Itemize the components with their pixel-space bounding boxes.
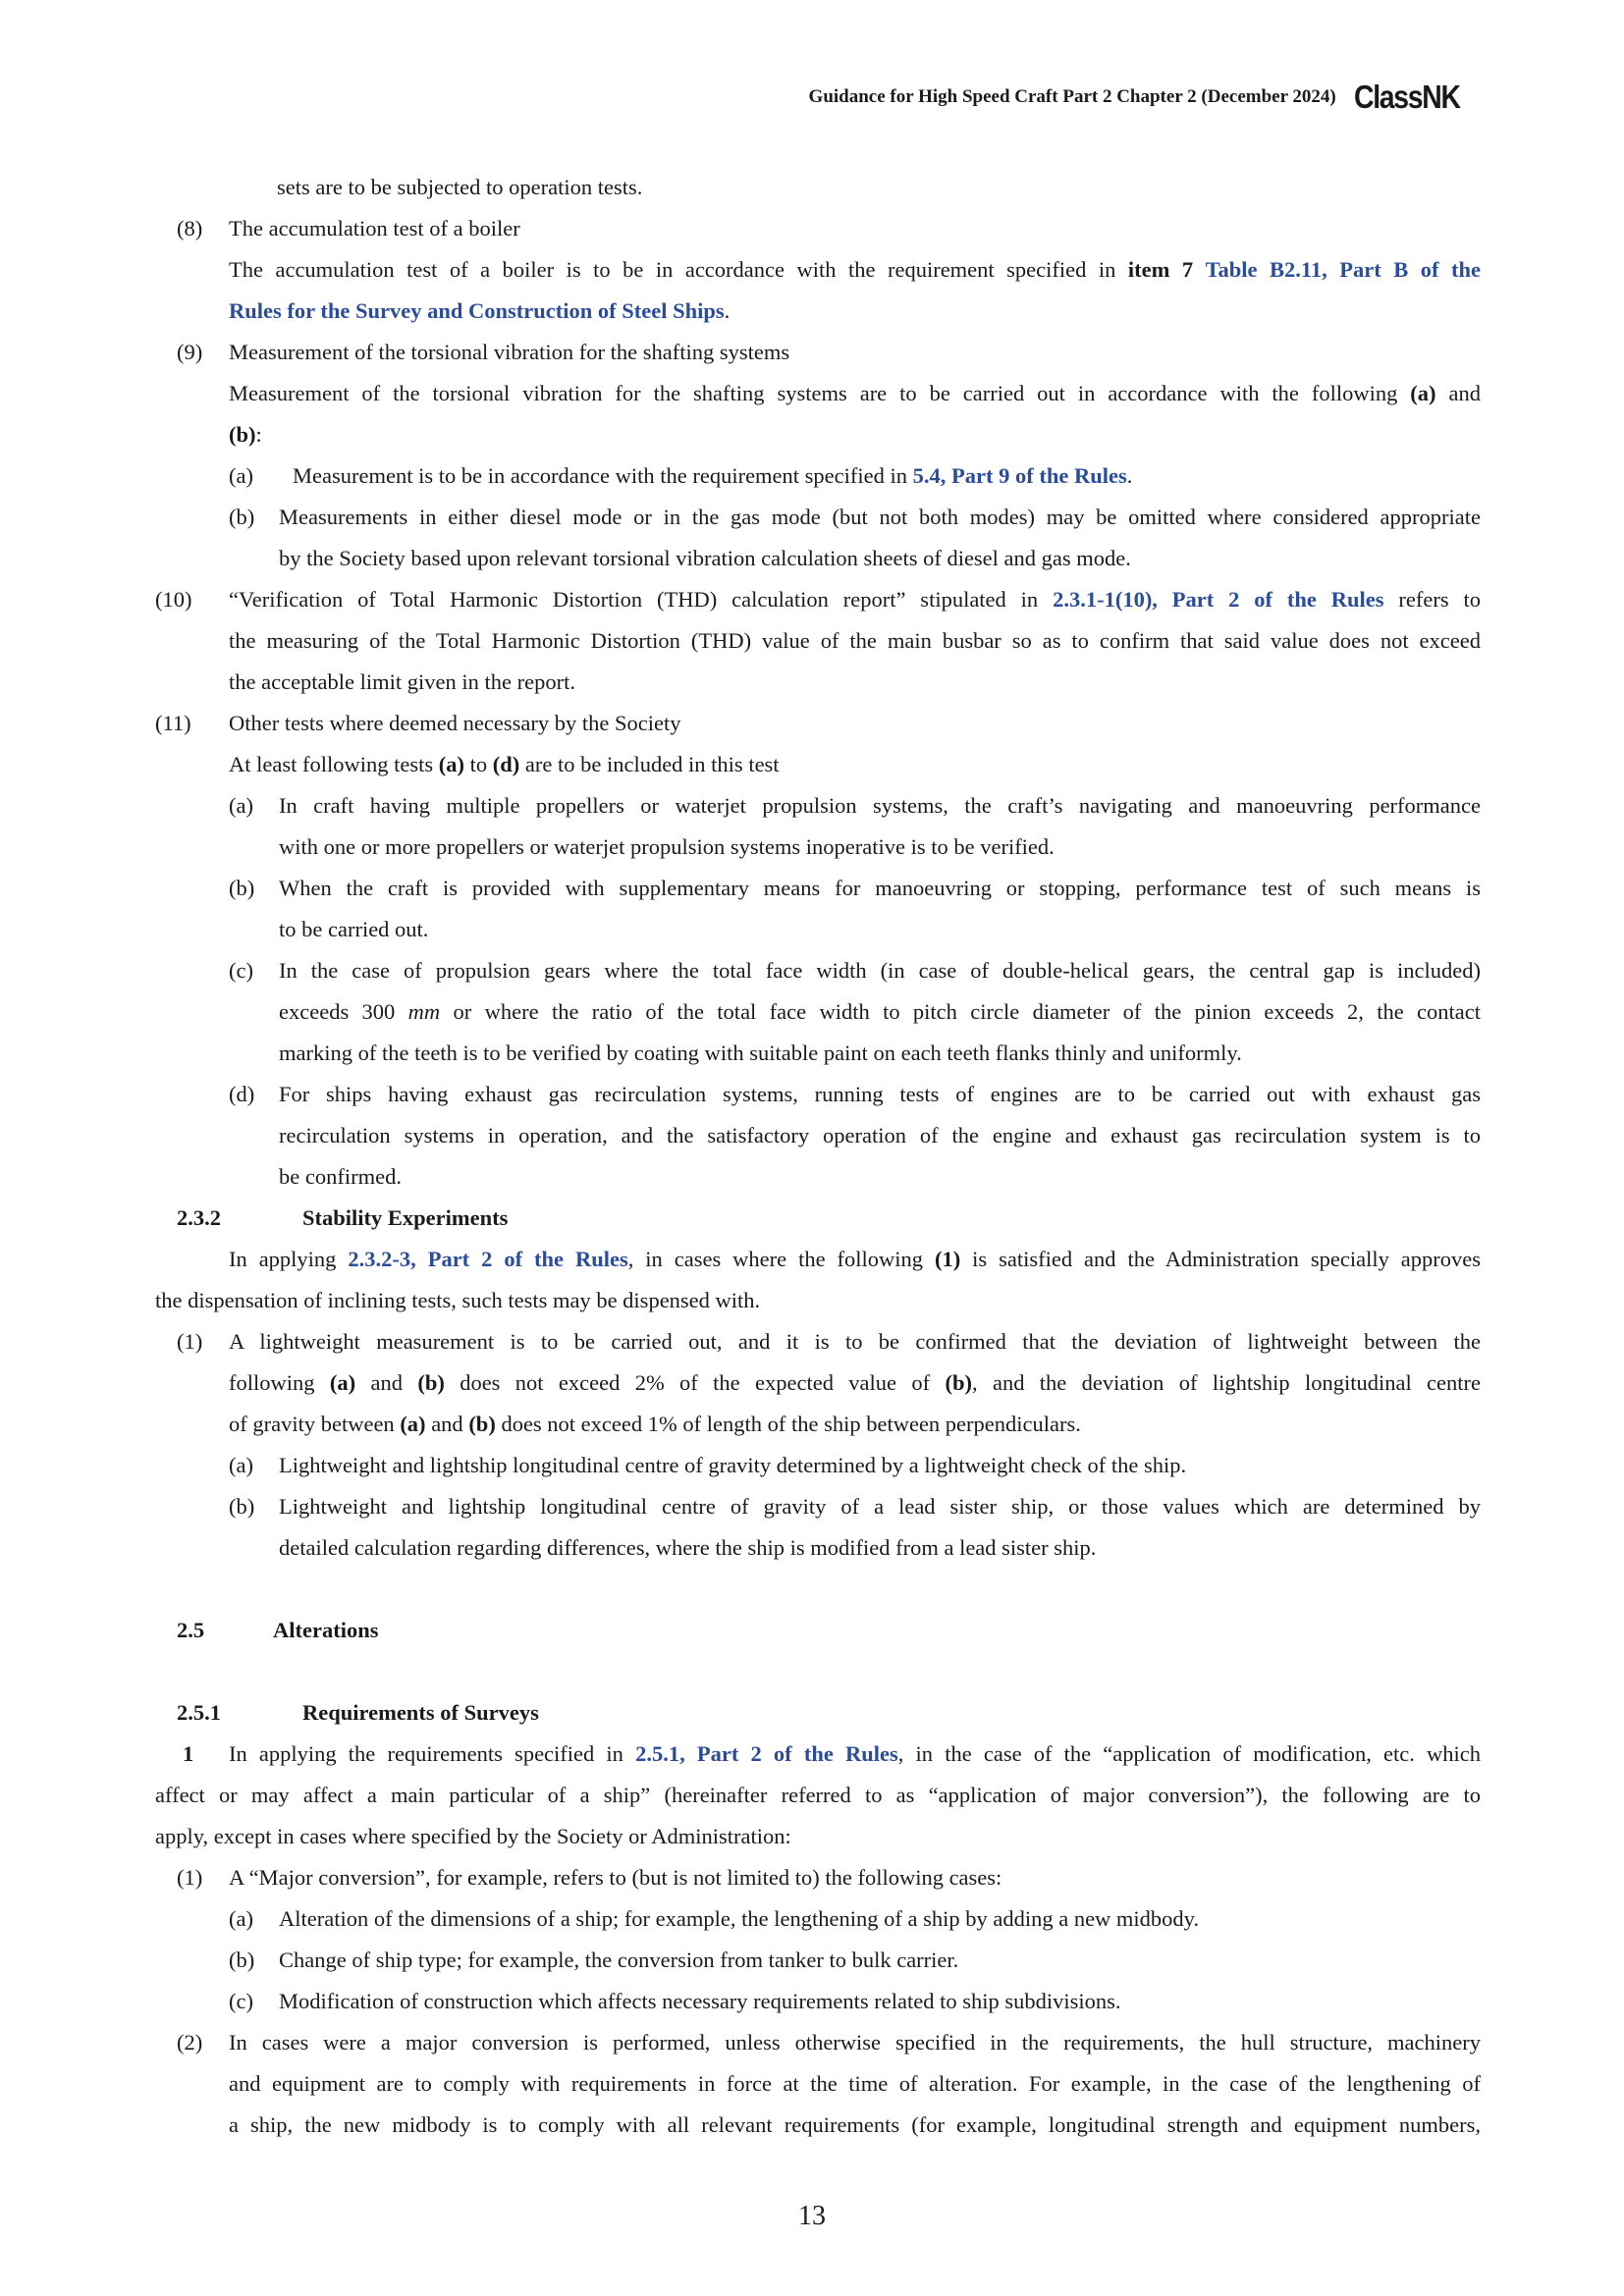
item-9b-cont: by the Society based upon relevant torsional vibration calculation sheets of diesel and gas mode. xyxy=(279,546,1131,570)
s232-item-1a: (a) Lightweight and lightship longitudinal centre of gravity determined by a lightweight check of the ship. xyxy=(229,1453,1187,1477)
classnk-logo: ClassNK xyxy=(1353,79,1460,115)
section-2-5-1-para: 1 In applying the requirements specified in 2.5.1, Part 2 of the Rules, in the case of the “application of modification, etc. which xyxy=(183,1741,1481,1766)
s251-item-2-cont: a ship, the new midbody is to comply with all relevant requirements (for example, longitudinal strength and equipment numbers, xyxy=(229,2112,1481,2137)
item-8-title: (8) The accumulation test of a boiler xyxy=(177,216,520,240)
item-9-title: (9) Measurement of the torsional vibration for the shafting systems xyxy=(177,340,790,364)
page-header xyxy=(809,79,1477,116)
s232-item-1b-cont: detailed calculation regarding differences, where the ship is modified from a lead sister ship. xyxy=(279,1535,1097,1560)
item-10-cont: the acceptable limit given in the report. xyxy=(229,669,575,694)
item-11d: (d) For ships having exhaust gas recirculation systems, running tests of engines are to be carried out with exhaust gas xyxy=(229,1082,1481,1106)
document-body xyxy=(155,167,1481,2146)
item-11-title: (11) Other tests where deemed necessary by the Society xyxy=(155,711,681,735)
item-11d-cont: recirculation systems in operation, and the satisfactory operation of the engine and exhaust gas recirculation system is to xyxy=(279,1123,1481,1148)
item-10-cont: the measuring of the Total Harmonic Distortion (THD) value of the main busbar so as to confirm that said value does not exceed xyxy=(229,628,1481,653)
section-2-5-1-heading: 2.5.1 Requirements of Surveys xyxy=(177,1700,539,1725)
item-11-text: At least following tests (a) to (d) are to be included in this test xyxy=(229,752,780,776)
s232-item-1-cont: of gravity between (a) and (b) does not exceed 1% of length of the ship between perpendiculars. xyxy=(229,1412,1081,1436)
item-8-text-cont: Rules for the Survey and Construction of Steel Ships. xyxy=(229,298,731,323)
link-2-3-1-1-10[interactable]: 2.3.1-1(10), Part 2 of the Rules xyxy=(1053,587,1384,612)
header-title: Guidance for High Speed Craft Part 2 Chapter 2 (December 2024) xyxy=(808,86,1336,107)
section-2-3-2-heading: 2.3.2 Stability Experiments xyxy=(177,1205,509,1230)
section-2-5-heading: 2.5 Alterations xyxy=(177,1618,379,1642)
item-11a-cont: with one or more propellers or waterjet propulsion systems inoperative is to be verified. xyxy=(279,834,1055,859)
item-9-text-cont: (b): xyxy=(229,422,262,447)
item-10: (10) “Verification of Total Harmonic Distortion (THD) calculation report” stipulated in 2.3.1-1(10), Part 2 of the Rules refers to xyxy=(155,587,1481,612)
link-2-5-1[interactable]: 2.5.1, Part 2 of the Rules xyxy=(635,1741,898,1766)
s232-item-1b: (b) Lightweight and lightship longitudinal centre of gravity of a lead sister ship, or those values which are determined by xyxy=(229,1494,1481,1519)
s251-item-1a: (a) Alteration of the dimensions of a ship; for example, the lengthening of a ship by adding a new midbody. xyxy=(229,1906,1200,1931)
item-9b: (b) Measurements in either diesel mode or in the gas mode (but not both modes) may be omitted where considered appropriate xyxy=(229,505,1481,529)
s232-item-1-cont: following (a) and (b) does not exceed 2% of the expected value of (b), and the deviation of lightship longitudinal centre xyxy=(229,1370,1481,1395)
s251-item-1b: (b) Change of ship type; for example, the conversion from tanker to bulk carrier. xyxy=(229,1948,959,1972)
item-11b-cont: to be carried out. xyxy=(279,917,429,941)
item-11c-cont: marking of the teeth is to be verified by coating with suitable paint on each teeth flanks thinly and uniformly. xyxy=(279,1041,1242,1065)
s251-item-1: (1) A “Major conversion”, for example, refers to (but is not limited to) the following cases: xyxy=(177,1865,1002,1890)
link-table-b2-11[interactable]: Table B2.11, Part B of the xyxy=(1205,257,1481,282)
section-2-3-2-para-cont: the dispensation of inclining tests, such tests may be dispensed with. xyxy=(155,1288,761,1312)
section-2-5-1-para-cont: affect or may affect a main particular of a ship” (hereinafter referred to as “application of major conversion”), the following are to xyxy=(155,1783,1481,1807)
item-11a: (a) In craft having multiple propellers or waterjet propulsion systems, the craft’s navigating and manoeuvring performance xyxy=(229,793,1481,818)
link-part9-5-4[interactable]: 5.4, Part 9 of the Rules xyxy=(912,463,1127,488)
link-2-3-2-3[interactable]: 2.3.2-3, Part 2 of the Rules xyxy=(348,1247,628,1271)
item-9-text: Measurement of the torsional vibration for the shafting systems are to be carried out in accordance with the following (a) and xyxy=(229,381,1481,405)
s251-item-2-cont: and equipment are to comply with requirements in force at the time of alteration. For example, in the case of the lengthening of xyxy=(229,2071,1481,2096)
link-steel-ships-rules[interactable]: Rules for the Survey and Construction of Steel Ships xyxy=(229,298,725,323)
item-9a: (a) Measurement is to be in accordance with the requirement specified in 5.4, Part 9 of the Rules. xyxy=(229,463,1133,488)
s232-item-1: (1) A lightweight measurement is to be carried out, and it is to be confirmed that the deviation of lightweight between the xyxy=(177,1329,1481,1354)
page-number: 13 xyxy=(798,2201,826,2231)
s251-item-2: (2) In cases were a major conversion is performed, unless otherwise specified in the requirements, the hull structure, machinery xyxy=(177,2030,1481,2055)
item-11c-cont: exceeds 300 mm or where the ratio of the total face width to pitch circle diameter of the pinion exceeds 2, the contact xyxy=(279,999,1481,1024)
section-2-3-2-para: In applying 2.3.2-3, Part 2 of the Rules, in cases where the following (1) is satisfied and the Administration specially approves xyxy=(229,1247,1481,1271)
text-line: sets are to be subjected to operation tests. xyxy=(277,175,643,199)
item-11d-cont: be confirmed. xyxy=(279,1164,402,1189)
section-2-5-1-para-cont: apply, except in cases where specified by the Society or Administration: xyxy=(155,1824,791,1848)
item-11c: (c) In the case of propulsion gears where the total face width (in case of double-helical gears, the central gap is included) xyxy=(229,958,1481,983)
item-11b: (b) When the craft is provided with supplementary means for manoeuvring or stopping, performance test of such means is xyxy=(229,876,1481,900)
s251-item-1c: (c) Modification of construction which affects necessary requirements related to ship subdivisions. xyxy=(229,1989,1121,2013)
item-8-text: The accumulation test of a boiler is to be in accordance with the requirement specified in item 7 Table B2.11, Part B of the xyxy=(229,257,1481,282)
